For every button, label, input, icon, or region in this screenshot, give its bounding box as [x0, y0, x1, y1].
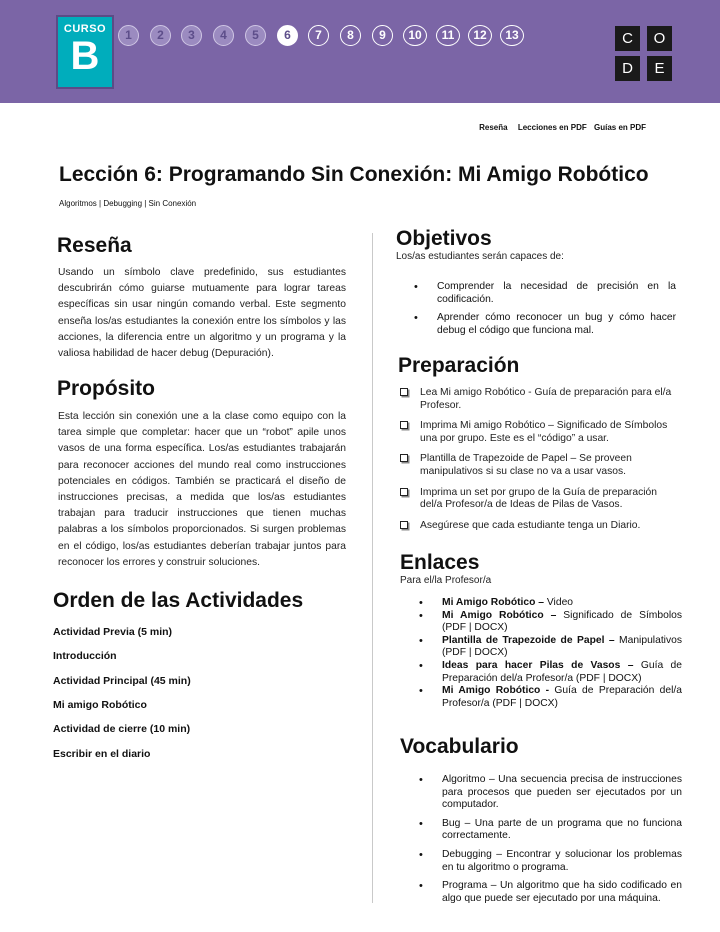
activity-item: Actividad Previa (5 min) — [53, 626, 173, 638]
link-guias-pdf[interactable]: Guías en PDF — [593, 123, 646, 132]
objetivos-heading: Objetivos — [396, 227, 492, 250]
enlaces-heading: Enlaces — [400, 551, 480, 574]
checklist-item: Imprima Mi amigo Robótico – Significado de Símbolos una por grupo. Este es el “código” a usar. — [400, 420, 680, 445]
link-item[interactable]: • Mi Amigo Robótico – Video — [419, 597, 574, 609]
list-item: • Comprender la necesidad de precisión en la codificación. — [414, 281, 676, 305]
lesson-link-13[interactable]: 13 — [500, 25, 524, 46]
preparacion-heading: Preparación — [398, 354, 520, 377]
vocabulario-list — [416, 774, 682, 905]
logo-letter: E — [647, 56, 672, 81]
resena-body: Usando un símbolo clave predefinido, sus estudiantes descubrirán cómo guiarse mutuamente para lograr tareas específicas sin usar ningún comando verbal. Este segmento enseña los/as estudiantes la conexión entre los símbolos y las acciones, la diferencia entre un algoritmo y un programa y la valiosa habilidad de hacer debug (Depuración). — [58, 267, 346, 360]
link-lecciones-pdf[interactable]: Lecciones en PDF — [517, 123, 587, 132]
lesson-link-2[interactable]: 2 — [150, 25, 171, 46]
lesson-link-5[interactable]: 5 — [245, 25, 266, 46]
list-item: • Aprender cómo reconocer un bug y cómo hacer debug el código que funciona mal. — [414, 312, 676, 336]
lesson-link-7[interactable]: 7 — [308, 25, 329, 46]
vocab-item: • Debugging – Encontrar y solucionar los problemas en tu algoritmo o programa. — [419, 848, 682, 873]
course-label: CURSO — [63, 23, 107, 35]
activity-item: Mi amigo Robótico — [53, 699, 147, 711]
vocab-item: • Bug – Una parte de un programa que no funciona correctamente. — [419, 817, 682, 842]
activity-item: Actividad de cierre (10 min) — [53, 723, 191, 735]
link-item[interactable]: • Mi Amigo Robótico - Guía de Preparación del/a Profesor/a (PDF | DOCX) — [419, 685, 682, 709]
logo-letter: D — [615, 56, 640, 81]
link-item[interactable]: • Plantilla de Trapezoide de Papel – Manipulativos (PDF | DOCX) — [419, 634, 682, 659]
objetivos-list — [411, 281, 676, 337]
checklist-item: Lea Mi amigo Robótico - Guía de preparación para el/a Profesor. — [400, 387, 680, 412]
lesson-link-8[interactable]: 8 — [340, 25, 361, 46]
resena-heading: Reseña — [57, 234, 132, 257]
vocabulario-heading: Vocabulario — [400, 735, 519, 758]
lesson-link-4[interactable]: 4 — [213, 25, 234, 46]
checklist-item: Plantilla de Trapezoide de Papel – Se proveen manipulativos si su clase no va a usar vasos. — [400, 453, 680, 478]
activity-item: Actividad Principal (45 min) — [53, 675, 191, 687]
proposito-heading: Propósito — [57, 377, 155, 400]
vocab-item: • Programa – Un algoritmo que ha sido codificado en algo que puede ser ejecutado por una máquina. — [419, 880, 682, 904]
course-letter: B — [70, 34, 100, 78]
link-item[interactable]: • Ideas para hacer Pilas de Vasos – Guía de Preparación del/a Profesor/a (PDF | DOCX) — [419, 659, 683, 684]
lesson-link-6[interactable]: 6 — [277, 25, 298, 46]
lesson-link-9[interactable]: 9 — [372, 25, 393, 46]
vocab-item: • Algoritmo – Una secuencia precisa de instrucciones para procesos que pueden ser ejecutados por un computador. — [419, 774, 682, 811]
course-badge[interactable] — [56, 15, 114, 89]
enlaces-list — [416, 597, 682, 710]
logo-letter: C — [615, 26, 640, 51]
lesson-link-12[interactable]: 12 — [468, 25, 492, 46]
activity-item: Escribir en el diario — [53, 748, 151, 760]
lesson-link-3[interactable]: 3 — [181, 25, 202, 46]
enlaces-intro: Para el/la Profesor/a — [400, 575, 492, 586]
lesson-link-11[interactable]: 11 — [436, 25, 460, 46]
checklist-item: Asegúrese que cada estudiante tenga un Diario. — [400, 520, 680, 533]
lesson-tags: Algoritmos | Debugging | Sin Conexión — [59, 199, 197, 208]
checklist-item: Imprima un set por grupo de la Guía de preparación del/a Profesor/a de Ideas de Pilas de Vasos. — [400, 487, 680, 512]
link-resena[interactable]: Reseña — [479, 123, 508, 132]
logo-letter: O — [647, 26, 672, 51]
activity-item: Introducción — [53, 650, 117, 662]
link-item[interactable]: • Mi Amigo Robótico – Significado de Símbolos (PDF | DOCX) — [419, 609, 682, 634]
lesson-link-10[interactable]: 10 — [403, 25, 427, 46]
objetivos-intro: Los/as estudiantes serán capaces de: — [396, 251, 564, 262]
page-title: Lección 6: Programando Sin Conexión: Mi Amigo Robótico — [59, 163, 649, 186]
header-banner — [0, 0, 720, 103]
proposito-body: Esta lección sin conexión une a la clase como equipo con la tarea simple que completar: hacer que un “robot” apile unos vasos de una forma específica. Los/as estudiantes trabajarán para reconocer acciones del mundo real como instrucciones potenciales en códigos. También se practicará el diseño de instrucciones precisas, a medida que los/as estudiantes trabajan para traducir instrucciones que tienen muchas palabras a los símbolos proporcionados. Si surgen problemas en el código, los/as estudiantes deberían trabajar juntos para reconocer los errores y construir soluciones. — [58, 411, 346, 568]
orden-heading: Orden de las Actividades — [53, 589, 304, 612]
column-divider — [372, 233, 373, 903]
top-links — [471, 123, 646, 132]
lesson-link-1[interactable]: 1 — [118, 25, 139, 46]
code-logo[interactable] — [613, 24, 673, 82]
preparacion-list — [400, 387, 680, 532]
